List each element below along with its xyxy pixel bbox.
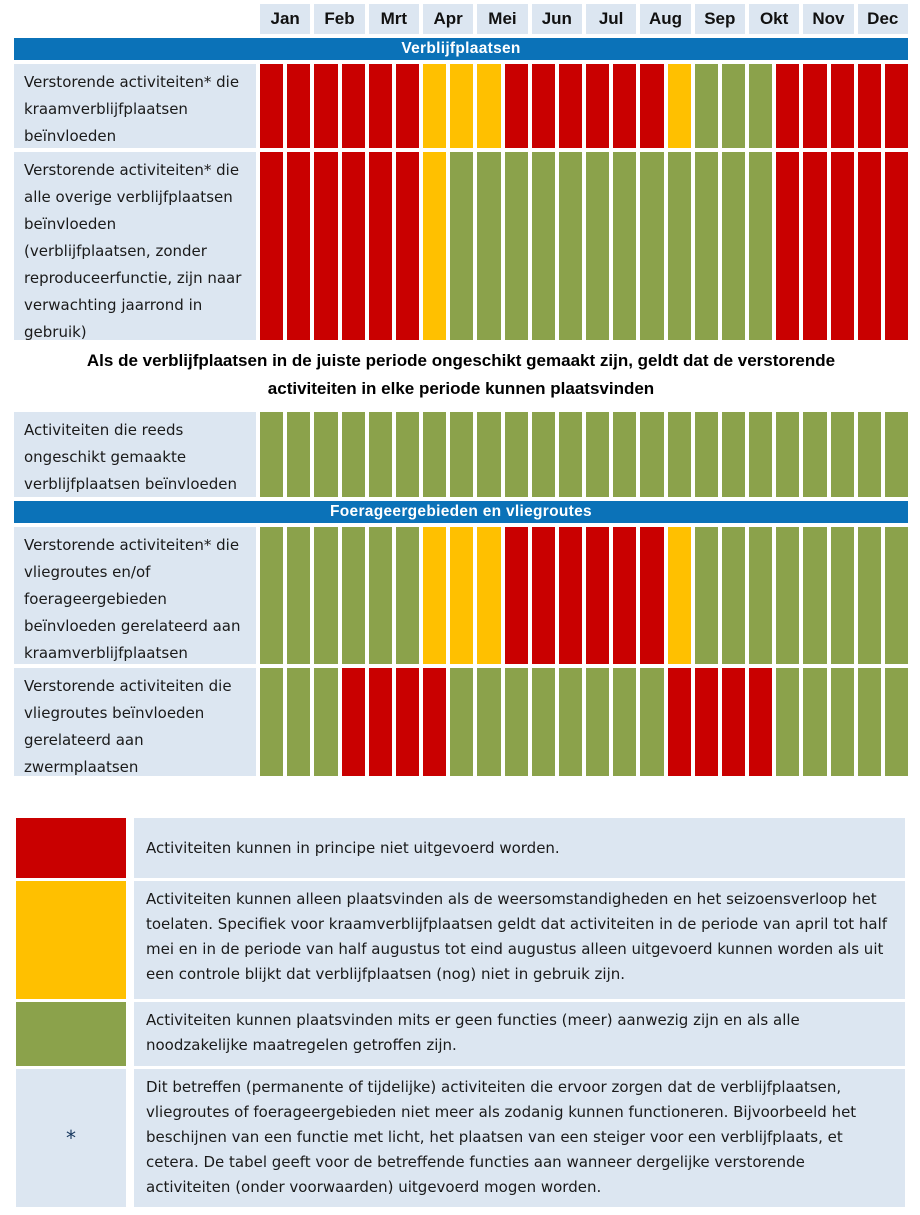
period-cell-6 <box>423 668 446 776</box>
period-cell-16 <box>695 152 718 340</box>
period-cell-18 <box>749 668 772 776</box>
period-cell-10 <box>532 412 555 497</box>
month-header-dec: Dec <box>858 4 908 34</box>
period-cell-7 <box>450 64 473 148</box>
period-cell-21 <box>831 152 854 340</box>
period-cell-13 <box>613 412 636 497</box>
period-cell-9 <box>505 152 528 340</box>
period-cell-20 <box>803 152 826 340</box>
period-cell-6 <box>423 527 446 664</box>
month-header-mei: Mei <box>477 4 527 34</box>
period-cell-13 <box>613 668 636 776</box>
period-cell-18 <box>749 64 772 148</box>
legend <box>16 818 905 1207</box>
period-cell-17 <box>722 412 745 497</box>
period-cell-9 <box>505 412 528 497</box>
period-cell-1 <box>287 527 310 664</box>
period-cell-8 <box>477 64 500 148</box>
note-text: Als de verblijfplaatsen in de juiste periode ongeschikt gemaakt zijn, geldt dat de verstorende activiteiten in elke periode kunnen plaatsvinden <box>86 351 836 398</box>
month-header-sep: Sep <box>695 4 745 34</box>
period-cells <box>260 412 908 497</box>
period-cell-0 <box>260 412 283 497</box>
table-row-vliegroutes-kraam <box>14 527 908 664</box>
period-cell-5 <box>396 527 419 664</box>
period-cell-10 <box>532 64 555 148</box>
period-cells <box>260 527 908 664</box>
period-cell-7 <box>450 412 473 497</box>
legend-swatch-yellow <box>16 881 126 999</box>
period-cell-9 <box>505 668 528 776</box>
period-cell-15 <box>668 64 691 148</box>
table-row-kraamverblijfplaatsen <box>14 64 908 148</box>
period-cell-7 <box>450 527 473 664</box>
period-cell-2 <box>314 668 337 776</box>
period-cell-22 <box>858 527 881 664</box>
period-cell-23 <box>885 412 908 497</box>
period-cell-4 <box>369 412 392 497</box>
period-cell-19 <box>776 527 799 664</box>
period-cell-14 <box>640 412 663 497</box>
period-cell-20 <box>803 668 826 776</box>
period-cell-6 <box>423 152 446 340</box>
month-header-row <box>260 4 908 34</box>
period-cell-23 <box>885 527 908 664</box>
table-row-overige-verblijfplaatsen <box>14 152 908 340</box>
period-cell-10 <box>532 527 555 664</box>
period-cell-19 <box>776 152 799 340</box>
period-cell-16 <box>695 64 718 148</box>
period-cell-16 <box>695 668 718 776</box>
period-cells <box>260 64 908 148</box>
month-header-mrt: Mrt <box>369 4 419 34</box>
month-header-apr: Apr <box>423 4 473 34</box>
period-cell-22 <box>858 668 881 776</box>
period-cell-23 <box>885 64 908 148</box>
period-cell-15 <box>668 527 691 664</box>
period-cell-18 <box>749 152 772 340</box>
period-cell-17 <box>722 527 745 664</box>
month-header-aug: Aug <box>640 4 690 34</box>
period-cell-9 <box>505 527 528 664</box>
period-cell-1 <box>287 64 310 148</box>
period-cell-8 <box>477 668 500 776</box>
period-cell-8 <box>477 527 500 664</box>
period-cell-20 <box>803 527 826 664</box>
section-band-foerageergebieden: Foerageergebieden en vliegroutes <box>14 501 908 523</box>
period-cell-21 <box>831 668 854 776</box>
period-cell-4 <box>369 668 392 776</box>
period-cell-0 <box>260 668 283 776</box>
period-cell-14 <box>640 152 663 340</box>
section-band-verblijfplaatsen: Verblijfplaatsen <box>14 38 908 60</box>
period-cell-10 <box>532 668 555 776</box>
period-cell-12 <box>586 527 609 664</box>
period-cell-19 <box>776 64 799 148</box>
period-cell-4 <box>369 64 392 148</box>
period-cell-20 <box>803 64 826 148</box>
period-cell-17 <box>722 64 745 148</box>
period-cells <box>260 668 908 776</box>
period-cell-16 <box>695 527 718 664</box>
period-cell-3 <box>342 152 365 340</box>
period-cell-21 <box>831 412 854 497</box>
period-cell-0 <box>260 527 283 664</box>
legend-text-red: Activiteiten kunnen in principe niet uitgevoerd worden. <box>134 818 905 878</box>
period-cell-7 <box>450 668 473 776</box>
period-cell-15 <box>668 668 691 776</box>
period-cell-3 <box>342 527 365 664</box>
period-cell-3 <box>342 668 365 776</box>
period-cell-15 <box>668 412 691 497</box>
legend-text-green: Activiteiten kunnen plaatsvinden mits er geen functies (meer) aanwezig zijn en als alle noodzakelijke maatregelen getroffen zijn. <box>134 1002 905 1066</box>
period-cell-23 <box>885 668 908 776</box>
period-cell-13 <box>613 527 636 664</box>
period-cell-8 <box>477 152 500 340</box>
table-row-vliegroutes-zwermplaatsen <box>14 668 908 776</box>
period-cell-5 <box>396 668 419 776</box>
period-cell-3 <box>342 64 365 148</box>
period-cell-5 <box>396 412 419 497</box>
month-header-okt: Okt <box>749 4 799 34</box>
period-cell-18 <box>749 527 772 664</box>
period-cell-0 <box>260 152 283 340</box>
period-cell-4 <box>369 152 392 340</box>
period-cell-22 <box>858 412 881 497</box>
table-row-reeds-ongeschikt <box>14 412 908 497</box>
month-header-nov: Nov <box>803 4 853 34</box>
period-cell-2 <box>314 152 337 340</box>
period-cell-10 <box>532 152 555 340</box>
period-cell-11 <box>559 152 582 340</box>
legend-swatch-red <box>16 818 126 878</box>
period-cell-1 <box>287 668 310 776</box>
legend-text-yellow: Activiteiten kunnen alleen plaatsvinden als de weersomstandigheden en het seizoensverloop het toelaten. Specifiek voor kraamverblijfplaatsen geldt dat activiteiten in de periode van april tot half mei en in de periode van half augustus tot eind augustus alleen uitgevoerd kunnen worden als uit een controle blijkt dat verblijfplaatsen (nog) niet in gebruik zijn. <box>134 881 905 999</box>
period-cell-22 <box>858 64 881 148</box>
period-cell-6 <box>423 64 446 148</box>
legend-symbol-asterisk: * <box>16 1069 126 1207</box>
period-cell-7 <box>450 152 473 340</box>
period-cell-5 <box>396 64 419 148</box>
activity-period-table <box>14 4 908 776</box>
period-cell-21 <box>831 527 854 664</box>
period-cell-19 <box>776 668 799 776</box>
row-label: Verstorende activiteiten* die alle overige verblijfplaatsen beïnvloeden (verblijfplaatsen, zonder reproduceerfunctie, zijn naar verwachting jaarrond in gebruik) <box>14 152 256 340</box>
period-cell-2 <box>314 64 337 148</box>
period-cell-18 <box>749 412 772 497</box>
period-cell-13 <box>613 152 636 340</box>
month-header-jun: Jun <box>532 4 582 34</box>
period-cell-11 <box>559 64 582 148</box>
period-cell-17 <box>722 668 745 776</box>
period-cell-9 <box>505 64 528 148</box>
period-cell-17 <box>722 152 745 340</box>
month-header-feb: Feb <box>314 4 364 34</box>
period-cell-0 <box>260 64 283 148</box>
month-header-jan: Jan <box>260 4 310 34</box>
period-cell-5 <box>396 152 419 340</box>
period-cell-12 <box>586 152 609 340</box>
period-cell-12 <box>586 668 609 776</box>
period-cell-4 <box>369 527 392 664</box>
legend-swatch-green <box>16 1002 126 1066</box>
row-label: Verstorende activiteiten* die kraamverblijfplaatsen beïnvloeden <box>14 64 256 148</box>
period-cell-15 <box>668 152 691 340</box>
period-cell-11 <box>559 527 582 664</box>
period-cell-3 <box>342 412 365 497</box>
period-cell-6 <box>423 412 446 497</box>
period-cell-1 <box>287 412 310 497</box>
period-cell-14 <box>640 64 663 148</box>
period-cell-1 <box>287 152 310 340</box>
period-cell-11 <box>559 412 582 497</box>
period-cell-12 <box>586 64 609 148</box>
period-cell-20 <box>803 412 826 497</box>
row-label: Verstorende activiteiten* die vliegroutes en/of foerageergebieden beïnvloeden gerelateerd aan kraamverblijfplaatsen <box>14 527 256 664</box>
period-cell-16 <box>695 412 718 497</box>
row-label: Activiteiten die reeds ongeschikt gemaakte verblijfplaatsen beïnvloeden <box>14 412 256 497</box>
period-cell-19 <box>776 412 799 497</box>
period-cell-22 <box>858 152 881 340</box>
period-cell-21 <box>831 64 854 148</box>
period-cell-14 <box>640 668 663 776</box>
period-cell-13 <box>613 64 636 148</box>
month-header-jul: Jul <box>586 4 636 34</box>
legend-text-asterisk: Dit betreffen (permanente of tijdelijke) activiteiten die ervoor zorgen dat de verblijfplaatsen, vliegroutes of foerageergebieden niet meer als zodanig kunnen functioneren. Bijvoorbeeld het beschijnen van een functie met licht, het plaatsen van een steiger voor een verblijfplaats, et cetera. De tabel geeft voor de betreffende functies aan wanneer dergelijke verstorende activiteiten (onder voorwaarden) uitgevoerd mogen worden. <box>134 1069 905 1207</box>
period-cell-12 <box>586 412 609 497</box>
period-cell-8 <box>477 412 500 497</box>
period-cell-2 <box>314 527 337 664</box>
period-cells <box>260 152 908 340</box>
row-label: Verstorende activiteiten die vliegroutes beïnvloeden gerelateerd aan zwermplaatsen <box>14 668 256 776</box>
period-cell-14 <box>640 527 663 664</box>
period-cell-2 <box>314 412 337 497</box>
period-cell-23 <box>885 152 908 340</box>
period-cell-11 <box>559 668 582 776</box>
